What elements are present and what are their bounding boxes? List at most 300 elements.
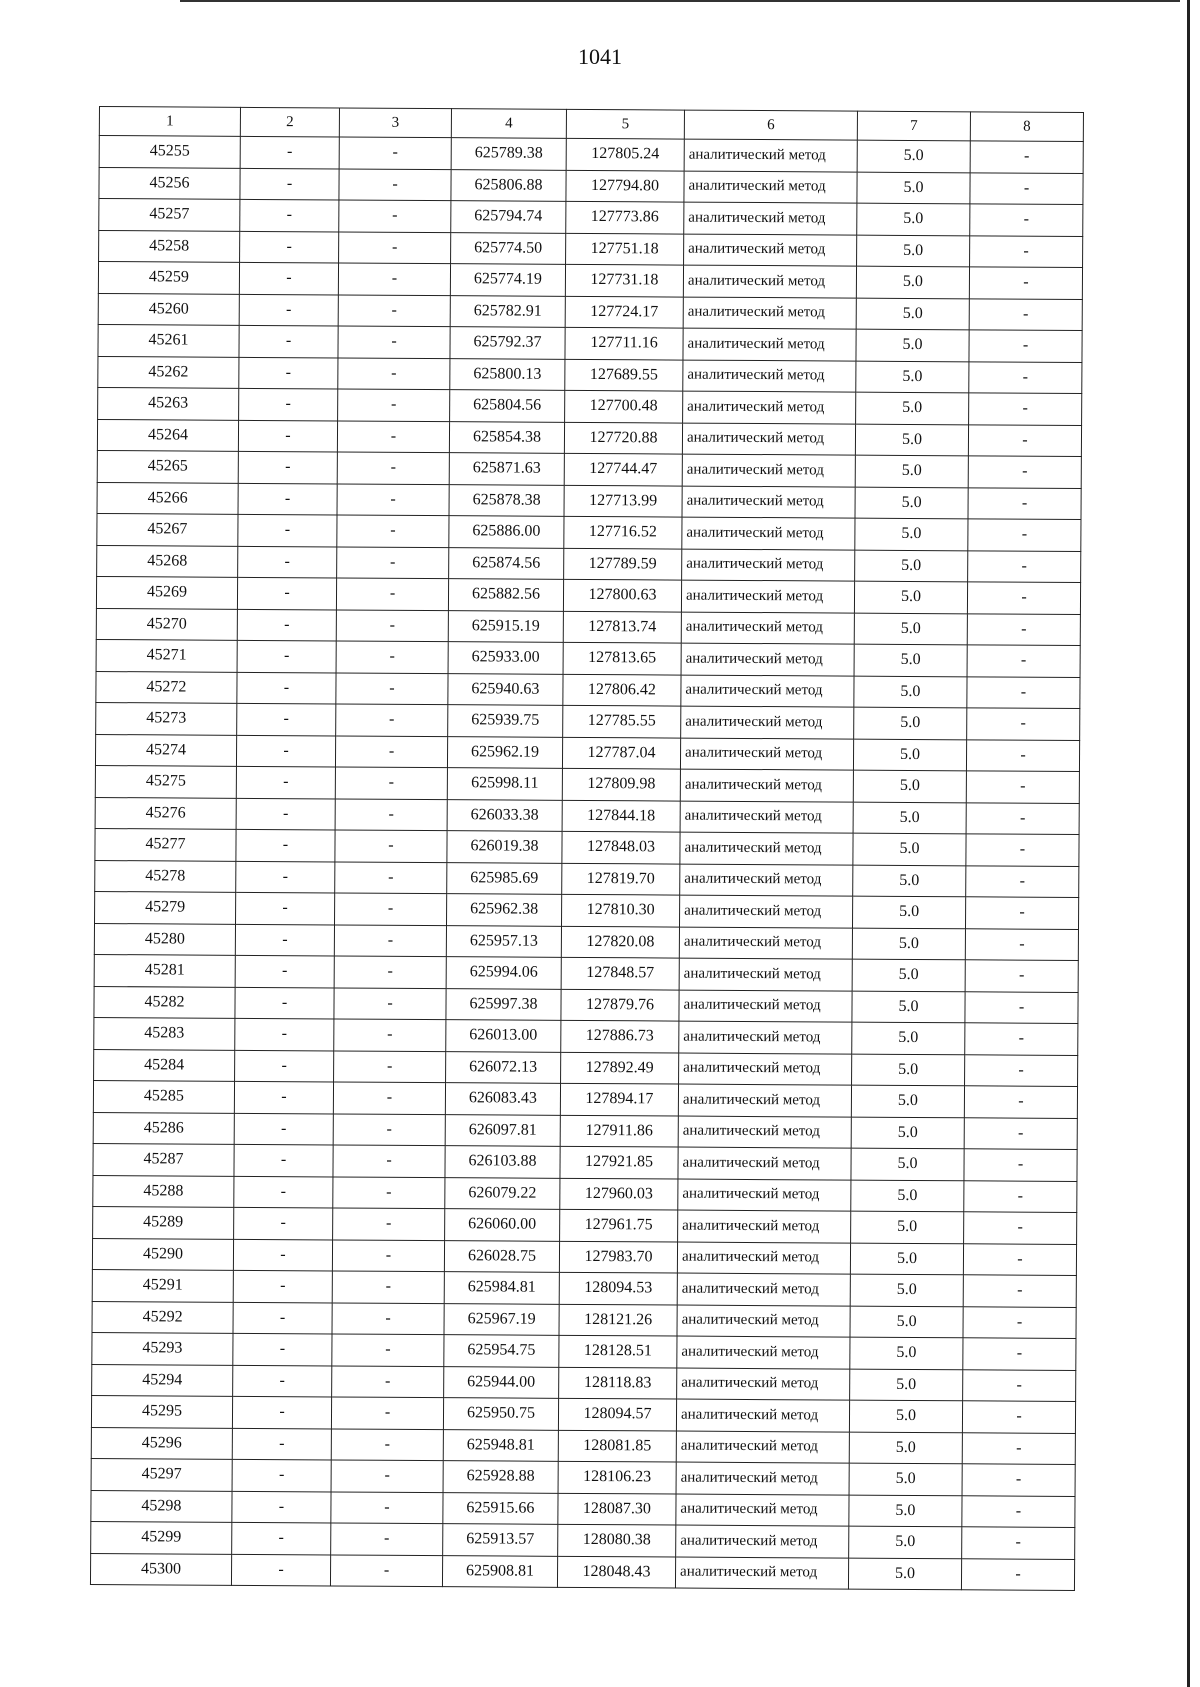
col3-cell: - bbox=[339, 137, 451, 169]
y-coordinate-cell: 127894.17 bbox=[560, 1083, 678, 1115]
point-number-cell: 45289 bbox=[93, 1206, 234, 1238]
point-number-cell: 45297 bbox=[91, 1458, 232, 1490]
method-cell: аналитический метод bbox=[675, 1557, 848, 1590]
y-coordinate-cell: 127806.42 bbox=[563, 674, 681, 706]
col3-cell: - bbox=[337, 515, 449, 547]
col2-cell: - bbox=[239, 388, 338, 420]
y-coordinate-cell: 128094.53 bbox=[559, 1272, 677, 1304]
point-number-cell: 45283 bbox=[94, 1017, 235, 1049]
y-coordinate-cell: 127751.18 bbox=[566, 233, 684, 265]
col8-cell: - bbox=[963, 1338, 1076, 1370]
col3-cell: - bbox=[338, 326, 450, 358]
col8-cell: - bbox=[961, 1558, 1074, 1590]
method-cell: аналитический метод bbox=[679, 1053, 852, 1086]
y-coordinate-cell: 127911.86 bbox=[560, 1115, 678, 1147]
col2-cell: - bbox=[232, 1491, 331, 1523]
precision-cell: 5.0 bbox=[855, 424, 968, 456]
y-coordinate-cell: 127810.30 bbox=[562, 894, 680, 926]
col2-cell: - bbox=[234, 1081, 333, 1113]
x-coordinate-cell: 625874.56 bbox=[449, 547, 564, 579]
col3-cell: - bbox=[334, 1050, 446, 1082]
col3-cell: - bbox=[332, 1302, 444, 1334]
col8-cell: - bbox=[966, 834, 1079, 866]
method-cell: аналитический метод bbox=[677, 1368, 850, 1401]
precision-cell: 5.0 bbox=[852, 959, 965, 991]
y-coordinate-cell: 127731.18 bbox=[565, 264, 683, 296]
point-number-cell: 45278 bbox=[95, 860, 236, 892]
point-number-cell: 45272 bbox=[96, 671, 237, 703]
col8-cell: - bbox=[966, 802, 1079, 834]
col3-cell: - bbox=[339, 231, 451, 263]
col8-cell: - bbox=[970, 172, 1083, 204]
x-coordinate-cell: 625774.50 bbox=[451, 232, 566, 264]
y-coordinate-cell: 128087.30 bbox=[558, 1493, 676, 1525]
col3-cell: - bbox=[335, 861, 447, 893]
col8-cell: - bbox=[969, 267, 1082, 299]
y-coordinate-cell: 128106.23 bbox=[558, 1461, 676, 1493]
col3-cell: - bbox=[332, 1334, 444, 1366]
precision-cell: 5.0 bbox=[849, 1400, 962, 1432]
y-coordinate-cell: 127720.88 bbox=[564, 422, 682, 454]
precision-cell: 5.0 bbox=[851, 1117, 964, 1149]
col2-cell: - bbox=[236, 861, 335, 893]
precision-cell: 5.0 bbox=[849, 1526, 962, 1558]
col3-cell: - bbox=[339, 168, 451, 200]
precision-cell: 5.0 bbox=[854, 707, 967, 739]
x-coordinate-cell: 625967.19 bbox=[444, 1303, 559, 1335]
y-coordinate-cell: 127713.99 bbox=[564, 485, 682, 517]
y-coordinate-cell: 127921.85 bbox=[560, 1146, 678, 1178]
col8-cell: - bbox=[970, 204, 1083, 236]
col3-cell: - bbox=[331, 1523, 443, 1555]
point-number-cell: 45276 bbox=[95, 797, 236, 829]
col3-cell: - bbox=[332, 1271, 444, 1303]
col8-cell: - bbox=[967, 645, 1080, 677]
col8-cell: - bbox=[967, 613, 1080, 645]
precision-cell: 5.0 bbox=[853, 833, 966, 865]
col8-cell: - bbox=[966, 739, 1079, 771]
x-coordinate-cell: 625985.69 bbox=[447, 862, 562, 894]
precision-cell: 5.0 bbox=[849, 1432, 962, 1464]
col3-cell: - bbox=[334, 924, 446, 956]
col3-cell: - bbox=[336, 704, 448, 736]
point-number-cell: 45262 bbox=[98, 356, 239, 388]
x-coordinate-cell: 626083.43 bbox=[445, 1083, 560, 1115]
col3-cell: - bbox=[335, 798, 447, 830]
coordinates-table bbox=[90, 106, 1084, 1591]
precision-cell: 5.0 bbox=[854, 581, 967, 613]
column-header: 6 bbox=[684, 110, 857, 140]
x-coordinate-cell: 625782.91 bbox=[450, 295, 565, 327]
col3-cell: - bbox=[336, 609, 448, 641]
x-coordinate-cell: 625792.37 bbox=[450, 327, 565, 359]
method-cell: аналитический метод bbox=[682, 454, 855, 487]
col3-cell: - bbox=[333, 1082, 445, 1114]
col2-cell: - bbox=[240, 168, 339, 200]
point-number-cell: 45269 bbox=[96, 576, 237, 608]
x-coordinate-cell: 625854.38 bbox=[449, 421, 564, 453]
point-number-cell: 45255 bbox=[99, 136, 240, 168]
col3-cell: - bbox=[333, 1113, 445, 1145]
col3-cell: - bbox=[337, 452, 449, 484]
x-coordinate-cell: 625962.19 bbox=[447, 736, 562, 768]
y-coordinate-cell: 127960.03 bbox=[560, 1178, 678, 1210]
method-cell: аналитический метод bbox=[676, 1525, 849, 1558]
y-coordinate-cell: 127983.70 bbox=[559, 1241, 677, 1273]
x-coordinate-cell: 626033.38 bbox=[447, 799, 562, 831]
col2-cell: - bbox=[233, 1333, 332, 1365]
col2-cell: - bbox=[237, 703, 336, 735]
point-number-cell: 45260 bbox=[98, 293, 239, 325]
y-coordinate-cell: 128081.85 bbox=[558, 1430, 676, 1462]
method-cell: аналитический метод bbox=[680, 832, 853, 865]
point-number-cell: 45264 bbox=[97, 419, 238, 451]
col2-cell: - bbox=[235, 1018, 334, 1050]
point-number-cell: 45275 bbox=[95, 765, 236, 797]
col2-cell: - bbox=[239, 325, 338, 357]
column-header: 4 bbox=[451, 109, 566, 139]
x-coordinate-cell: 625939.75 bbox=[448, 705, 563, 737]
method-cell: аналитический метод bbox=[679, 927, 852, 960]
col2-cell: - bbox=[237, 640, 336, 672]
col3-cell: - bbox=[332, 1239, 444, 1271]
col3-cell: - bbox=[337, 420, 449, 452]
y-coordinate-cell: 127800.63 bbox=[563, 579, 681, 611]
method-cell: аналитический метод bbox=[684, 202, 857, 235]
x-coordinate-cell: 625950.75 bbox=[443, 1398, 558, 1430]
precision-cell: 5.0 bbox=[852, 1054, 965, 1086]
col8-cell: - bbox=[965, 928, 1078, 960]
point-number-cell: 45256 bbox=[99, 167, 240, 199]
y-coordinate-cell: 127787.04 bbox=[562, 737, 680, 769]
x-coordinate-cell: 626019.38 bbox=[447, 831, 562, 863]
point-number-cell: 45267 bbox=[97, 513, 238, 545]
x-coordinate-cell: 625871.63 bbox=[449, 453, 564, 485]
col8-cell: - bbox=[967, 676, 1080, 708]
y-coordinate-cell: 127724.17 bbox=[565, 296, 683, 328]
y-coordinate-cell: 127848.03 bbox=[562, 831, 680, 863]
col2-cell: - bbox=[240, 199, 339, 231]
y-coordinate-cell: 128128.51 bbox=[559, 1335, 677, 1367]
method-cell: аналитический метод bbox=[676, 1462, 849, 1495]
method-cell: аналитический метод bbox=[681, 675, 854, 708]
x-coordinate-cell: 625962.38 bbox=[447, 894, 562, 926]
col3-cell: - bbox=[334, 987, 446, 1019]
scan-edge-right bbox=[1187, 0, 1190, 1687]
col8-cell: - bbox=[964, 1149, 1077, 1181]
y-coordinate-cell: 127813.74 bbox=[563, 611, 681, 643]
col3-cell: - bbox=[330, 1554, 442, 1586]
col3-cell: - bbox=[336, 641, 448, 673]
y-coordinate-cell: 127892.49 bbox=[561, 1052, 679, 1084]
precision-cell: 5.0 bbox=[853, 865, 966, 897]
precision-cell: 5.0 bbox=[856, 392, 969, 424]
point-number-cell: 45285 bbox=[93, 1080, 234, 1112]
col3-cell: - bbox=[333, 1176, 445, 1208]
col2-cell: - bbox=[237, 672, 336, 704]
col8-cell: - bbox=[962, 1464, 1075, 1496]
method-cell: аналитический метод bbox=[678, 1179, 851, 1212]
point-number-cell: 45292 bbox=[92, 1301, 233, 1333]
x-coordinate-cell: 625789.38 bbox=[451, 138, 566, 170]
point-number-cell: 45279 bbox=[95, 891, 236, 923]
col2-cell: - bbox=[233, 1239, 332, 1271]
col3-cell: - bbox=[331, 1460, 443, 1492]
point-number-cell: 45293 bbox=[92, 1332, 233, 1364]
method-cell: аналитический метод bbox=[681, 580, 854, 613]
col2-cell: - bbox=[233, 1365, 332, 1397]
table-body bbox=[90, 136, 1083, 1591]
col8-cell: - bbox=[964, 1086, 1077, 1118]
method-cell: аналитический метод bbox=[682, 423, 855, 456]
col8-cell: - bbox=[970, 235, 1083, 267]
point-number-cell: 45259 bbox=[98, 262, 239, 294]
y-coordinate-cell: 127809.98 bbox=[562, 768, 680, 800]
col8-cell: - bbox=[963, 1275, 1076, 1307]
col8-cell: - bbox=[967, 708, 1080, 740]
x-coordinate-cell: 625794.74 bbox=[451, 201, 566, 233]
col2-cell: - bbox=[231, 1554, 330, 1586]
col3-cell: - bbox=[335, 830, 447, 862]
point-number-cell: 45288 bbox=[93, 1175, 234, 1207]
col2-cell: - bbox=[236, 798, 335, 830]
precision-cell: 5.0 bbox=[857, 140, 970, 172]
x-coordinate-cell: 625915.66 bbox=[443, 1492, 558, 1524]
col8-cell: - bbox=[969, 330, 1082, 362]
x-coordinate-cell: 625886.00 bbox=[449, 516, 564, 548]
col3-cell: - bbox=[337, 546, 449, 578]
col3-cell: - bbox=[339, 200, 451, 232]
method-cell: аналитический метод bbox=[684, 234, 857, 267]
x-coordinate-cell: 625915.19 bbox=[448, 610, 563, 642]
method-cell: аналитический метод bbox=[684, 139, 857, 172]
precision-cell: 5.0 bbox=[851, 1211, 964, 1243]
method-cell: аналитический метод bbox=[678, 1210, 851, 1243]
col3-cell: - bbox=[335, 735, 447, 767]
y-coordinate-cell: 127961.75 bbox=[560, 1209, 678, 1241]
precision-cell: 5.0 bbox=[853, 802, 966, 834]
col8-cell: - bbox=[963, 1243, 1076, 1275]
method-cell: аналитический метод bbox=[682, 549, 855, 582]
col2-cell: - bbox=[234, 1176, 333, 1208]
precision-cell: 5.0 bbox=[850, 1274, 963, 1306]
point-number-cell: 45277 bbox=[95, 828, 236, 860]
x-coordinate-cell: 625908.81 bbox=[442, 1555, 557, 1587]
x-coordinate-cell: 625940.63 bbox=[448, 673, 563, 705]
column-header: 7 bbox=[857, 111, 970, 141]
col8-cell: - bbox=[965, 991, 1078, 1023]
col2-cell: - bbox=[235, 1050, 334, 1082]
x-coordinate-cell: 625800.13 bbox=[450, 358, 565, 390]
point-number-cell: 45271 bbox=[96, 639, 237, 671]
col2-cell: - bbox=[239, 294, 338, 326]
col8-cell: - bbox=[969, 298, 1082, 330]
point-number-cell: 45273 bbox=[96, 702, 237, 734]
precision-cell: 5.0 bbox=[852, 991, 965, 1023]
col8-cell: - bbox=[962, 1432, 1075, 1464]
precision-cell: 5.0 bbox=[855, 518, 968, 550]
precision-cell: 5.0 bbox=[857, 172, 970, 204]
precision-cell: 5.0 bbox=[856, 329, 969, 361]
point-number-cell: 45300 bbox=[90, 1553, 231, 1585]
col2-cell: - bbox=[237, 609, 336, 641]
method-cell: аналитический метод bbox=[677, 1273, 850, 1306]
col3-cell: - bbox=[333, 1208, 445, 1240]
col8-cell: - bbox=[963, 1369, 1076, 1401]
method-cell: аналитический метод bbox=[679, 895, 852, 928]
y-coordinate-cell: 127700.48 bbox=[565, 390, 683, 422]
page-number: 1041 bbox=[578, 44, 622, 69]
precision-cell: 5.0 bbox=[857, 203, 970, 235]
column-header: 2 bbox=[240, 107, 339, 137]
col3-cell: - bbox=[333, 1145, 445, 1177]
method-cell: аналитический метод bbox=[683, 391, 856, 424]
col8-cell: - bbox=[965, 1054, 1078, 1086]
point-number-cell: 45258 bbox=[99, 230, 240, 262]
point-number-cell: 45265 bbox=[97, 450, 238, 482]
y-coordinate-cell: 127716.52 bbox=[564, 516, 682, 548]
column-header: 3 bbox=[339, 108, 451, 138]
col2-cell: - bbox=[235, 924, 334, 956]
col2-cell: - bbox=[238, 483, 337, 515]
col2-cell: - bbox=[232, 1522, 331, 1554]
method-cell: аналитический метод bbox=[681, 612, 854, 645]
col2-cell: - bbox=[238, 451, 337, 483]
col8-cell: - bbox=[962, 1527, 1075, 1559]
method-cell: аналитический метод bbox=[682, 486, 855, 519]
y-coordinate-cell: 127794.80 bbox=[566, 170, 684, 202]
precision-cell: 5.0 bbox=[854, 676, 967, 708]
col8-cell: - bbox=[970, 141, 1083, 173]
point-number-cell: 45274 bbox=[95, 734, 236, 766]
x-coordinate-cell: 626103.88 bbox=[445, 1146, 560, 1178]
precision-cell: 5.0 bbox=[855, 487, 968, 519]
precision-cell: 5.0 bbox=[854, 613, 967, 645]
point-number-cell: 45284 bbox=[94, 1049, 235, 1081]
col8-cell: - bbox=[969, 361, 1082, 393]
x-coordinate-cell: 625804.56 bbox=[450, 390, 565, 422]
col2-cell: - bbox=[236, 829, 335, 861]
precision-cell: 5.0 bbox=[856, 266, 969, 298]
point-number-cell: 45280 bbox=[94, 923, 235, 955]
point-number-cell: 45268 bbox=[97, 545, 238, 577]
y-coordinate-cell: 127813.65 bbox=[563, 642, 681, 674]
precision-cell: 5.0 bbox=[853, 770, 966, 802]
precision-cell: 5.0 bbox=[851, 1180, 964, 1212]
column-header: 5 bbox=[566, 109, 684, 139]
y-coordinate-cell: 127744.47 bbox=[564, 453, 682, 485]
col8-cell: - bbox=[965, 897, 1078, 929]
y-coordinate-cell: 128080.38 bbox=[558, 1524, 676, 1556]
point-number-cell: 45266 bbox=[97, 482, 238, 514]
method-cell: аналитический метод bbox=[679, 958, 852, 991]
point-number-cell: 45282 bbox=[94, 986, 235, 1018]
col2-cell: - bbox=[232, 1428, 331, 1460]
precision-cell: 5.0 bbox=[854, 644, 967, 676]
col3-cell: - bbox=[331, 1428, 443, 1460]
y-coordinate-cell: 128048.43 bbox=[557, 1556, 675, 1588]
col2-cell: - bbox=[240, 136, 339, 168]
x-coordinate-cell: 625997.38 bbox=[446, 988, 561, 1020]
col3-cell: - bbox=[331, 1397, 443, 1429]
col2-cell: - bbox=[236, 735, 335, 767]
col3-cell: - bbox=[331, 1491, 443, 1523]
column-header: 1 bbox=[99, 107, 240, 137]
col3-cell: - bbox=[332, 1365, 444, 1397]
col8-cell: - bbox=[962, 1495, 1075, 1527]
col8-cell: - bbox=[966, 771, 1079, 803]
col2-cell: - bbox=[239, 262, 338, 294]
point-number-cell: 45261 bbox=[98, 324, 239, 356]
method-cell: аналитический метод bbox=[683, 297, 856, 330]
point-number-cell: 45291 bbox=[92, 1269, 233, 1301]
method-cell: аналитический метод bbox=[680, 769, 853, 802]
x-coordinate-cell: 625948.81 bbox=[443, 1429, 558, 1461]
col8-cell: - bbox=[962, 1401, 1075, 1433]
point-number-cell: 45286 bbox=[93, 1112, 234, 1144]
col8-cell: - bbox=[967, 582, 1080, 614]
col3-cell: - bbox=[335, 767, 447, 799]
col8-cell: - bbox=[964, 1212, 1077, 1244]
x-coordinate-cell: 626097.81 bbox=[445, 1114, 560, 1146]
point-number-cell: 45299 bbox=[91, 1521, 232, 1553]
col2-cell: - bbox=[239, 357, 338, 389]
precision-cell: 5.0 bbox=[856, 361, 969, 393]
y-coordinate-cell: 127819.70 bbox=[562, 863, 680, 895]
point-number-cell: 45295 bbox=[91, 1395, 232, 1427]
col3-cell: - bbox=[338, 389, 450, 421]
precision-cell: 5.0 bbox=[849, 1495, 962, 1527]
col3-cell: - bbox=[334, 956, 446, 988]
y-coordinate-cell: 127711.16 bbox=[565, 327, 683, 359]
y-coordinate-cell: 127848.57 bbox=[561, 957, 679, 989]
col2-cell: - bbox=[235, 955, 334, 987]
col2-cell: - bbox=[234, 1113, 333, 1145]
col2-cell: - bbox=[234, 1207, 333, 1239]
method-cell: аналитический метод bbox=[676, 1494, 849, 1527]
col3-cell: - bbox=[336, 672, 448, 704]
precision-cell: 5.0 bbox=[852, 896, 965, 928]
col8-cell: - bbox=[969, 393, 1082, 425]
x-coordinate-cell: 626079.22 bbox=[445, 1177, 560, 1209]
method-cell: аналитический метод bbox=[683, 328, 856, 361]
method-cell: аналитический метод bbox=[684, 171, 857, 204]
y-coordinate-cell: 127785.55 bbox=[563, 705, 681, 737]
precision-cell: 5.0 bbox=[851, 1148, 964, 1180]
col8-cell: - bbox=[965, 1023, 1078, 1055]
point-number-cell: 45281 bbox=[94, 954, 235, 986]
point-number-cell: 45263 bbox=[98, 387, 239, 419]
y-coordinate-cell: 127773.86 bbox=[566, 201, 684, 233]
y-coordinate-cell: 127789.59 bbox=[564, 548, 682, 580]
col8-cell: - bbox=[966, 865, 1079, 897]
x-coordinate-cell: 625806.88 bbox=[451, 169, 566, 201]
y-coordinate-cell: 128118.83 bbox=[559, 1367, 677, 1399]
col3-cell: - bbox=[334, 1019, 446, 1051]
col8-cell: - bbox=[965, 960, 1078, 992]
x-coordinate-cell: 626013.00 bbox=[446, 1020, 561, 1052]
method-cell: аналитический метод bbox=[678, 1116, 851, 1149]
method-cell: аналитический метод bbox=[678, 1147, 851, 1180]
x-coordinate-cell: 625933.00 bbox=[448, 642, 563, 674]
col8-cell: - bbox=[968, 550, 1081, 582]
col8-cell: - bbox=[968, 519, 1081, 551]
precision-cell: 5.0 bbox=[853, 739, 966, 771]
precision-cell: 5.0 bbox=[855, 550, 968, 582]
point-number-cell: 45290 bbox=[92, 1238, 233, 1270]
x-coordinate-cell: 625998.11 bbox=[447, 768, 562, 800]
method-cell: аналитический метод bbox=[682, 517, 855, 550]
